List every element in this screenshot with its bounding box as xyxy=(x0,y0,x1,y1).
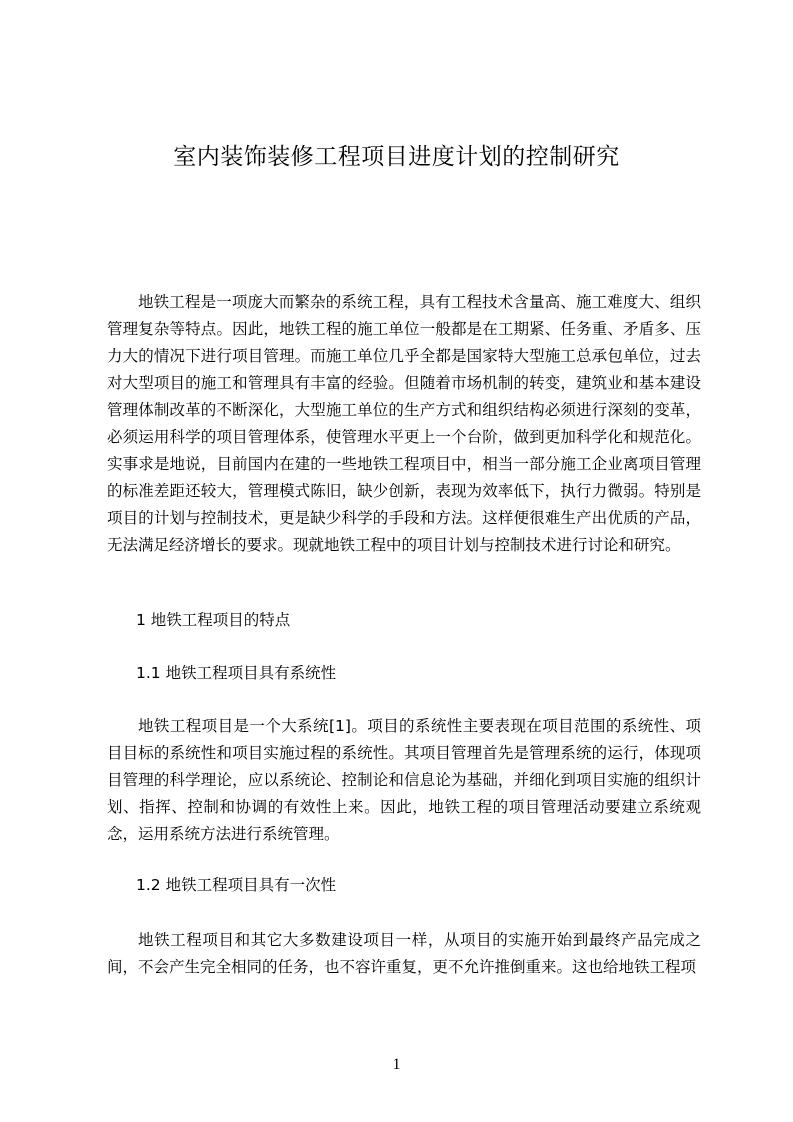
intro-paragraph: 地铁工程是一项庞大而繁杂的系统工程，具有工程技术含量高、施工难度大、组织管理复杂等特点。因此，地铁工程的施工单位一般都是在工期紧、任务重、矛盾多、压力大的情况下进行项目管理。而施工单位几乎全都是国家特大型施工总承包单位，过去对大型项目的施工和管理具有丰富的经验。但随着市场机制的转变，建筑业和基本建设管理体制改革的不断深化，大型施工单位的生产方式和组织结构必须进行深刻的变革，必须运用科学的项目管理体系，使管理水平更上一个台阶，做到更加科学化和规范化。实事求是地说，目前国内在建的一些地铁工程项目中，相当一部分施工企业离项目管理的标准差距还较大，管理模式陈旧，缺少创新，表现为效率低下，执行力微弱。特别是项目的计划与控制技术，更是缺少科学的手段和方法。这样便很难生产出优质的产品，无法满足经济增长的要求。现就地铁工程中的项目计划与控制技术进行讨论和研究。 xyxy=(107,293,701,554)
section-heading-1: 1 地铁工程项目的特点 xyxy=(136,611,291,629)
one-time-paragraph: 地铁工程项目和其它大多数建设项目一样，从项目的实施开始到最终产品完成之间，不会产生完全相同的任务，也不容许重复，更不允许推倒重来。这也给地铁工程项 xyxy=(107,931,701,976)
page-number: 1 xyxy=(392,1056,401,1073)
section-heading-1-2: 1.2 地铁工程项目具有一次性 xyxy=(136,876,337,894)
section-heading-1-1: 1.1 地铁工程项目具有系统性 xyxy=(136,664,337,682)
systematic-paragraph: 地铁工程项目是一个大系统[1]。项目的系统性主要表现在项目范围的系统性、项目目标的系统性和项目实施过程的系统性。其项目管理首先是管理系统的运行，体现项目管理的科学理论，应以系统论、控制论和信息论为基础，并细化到项目实施的组织计划、指挥、控制和协调的有效性上来。因此，地铁工程的项目管理活动要建立系统观念，运用系统方法进行系统管理。 xyxy=(107,717,701,843)
document-title: 室内装饰装修工程项目进度计划的控制研究 xyxy=(173,144,620,170)
